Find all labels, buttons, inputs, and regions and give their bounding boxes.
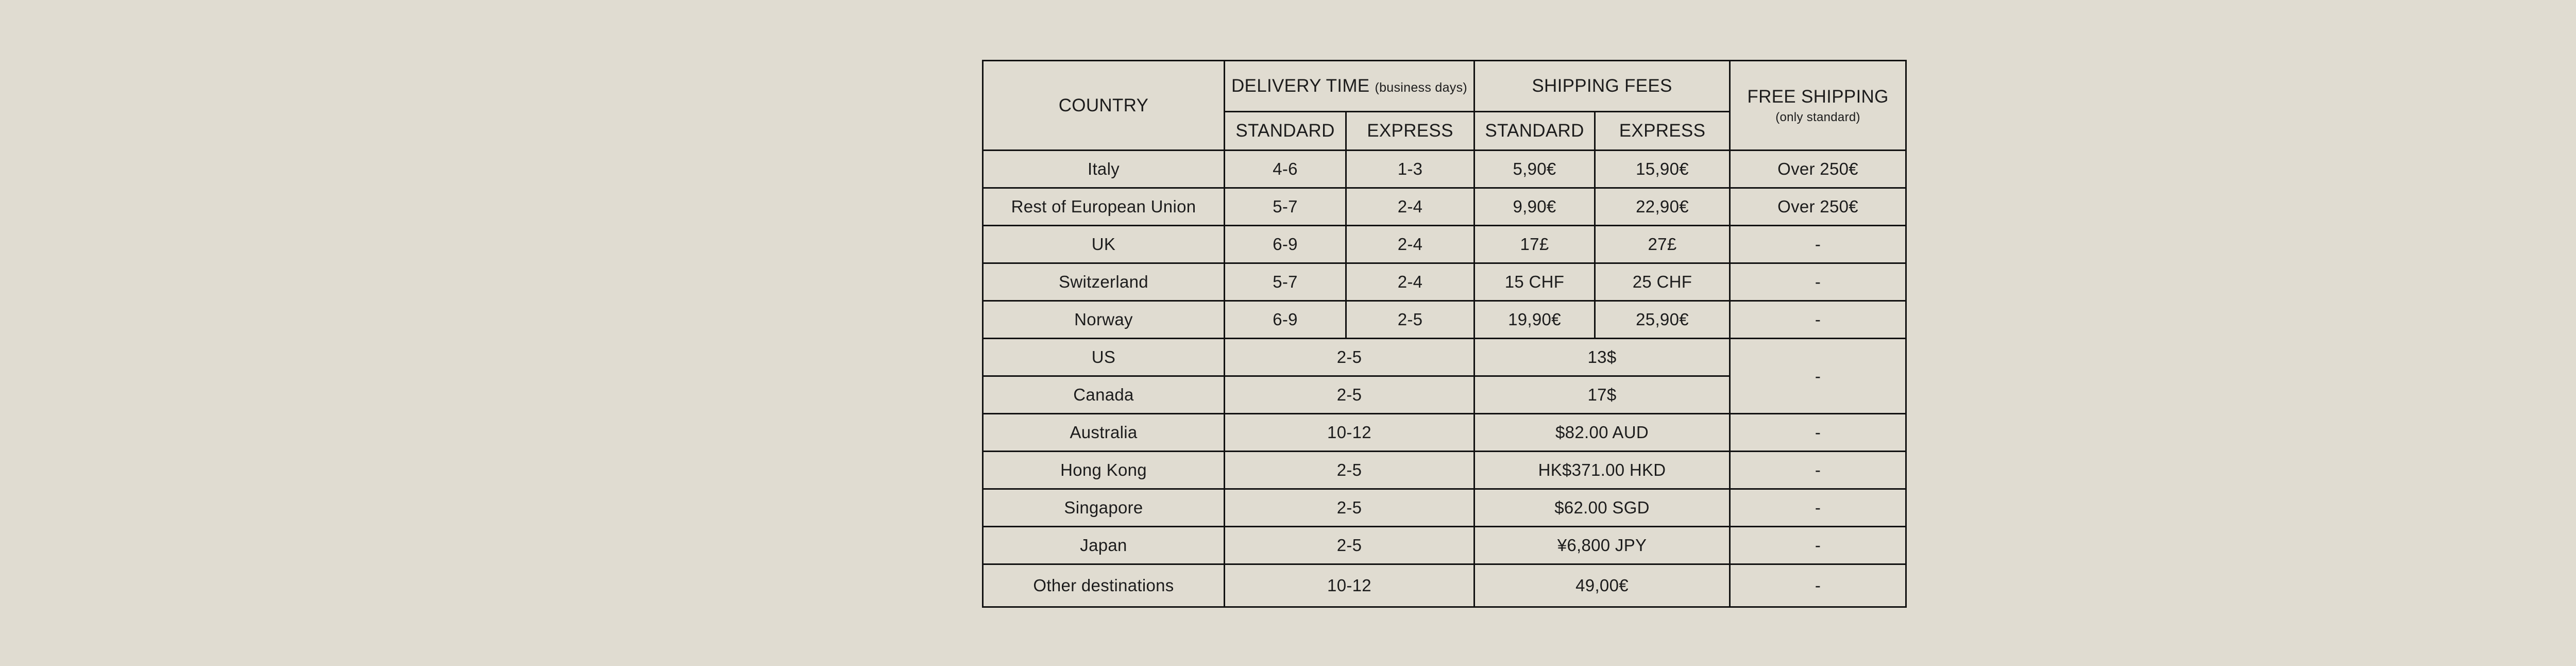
fee-standard-cell: 9,90€ bbox=[1475, 188, 1595, 226]
table-row bbox=[983, 226, 1906, 263]
country-cell: Hong Kong bbox=[983, 452, 1225, 489]
country-cell: Italy bbox=[983, 151, 1225, 188]
free-shipping-cell: - bbox=[1730, 414, 1906, 452]
free-shipping-cell: - bbox=[1730, 489, 1906, 527]
country-cell: Norway bbox=[983, 301, 1225, 339]
fee-express-cell: 27£ bbox=[1595, 226, 1730, 263]
country-cell: Australia bbox=[983, 414, 1225, 452]
fee-express-cell: 25 CHF bbox=[1595, 263, 1730, 301]
country-cell: Singapore bbox=[983, 489, 1225, 527]
fee-standard-cell: 19,90€ bbox=[1475, 301, 1595, 339]
fee-standard-cell: 17£ bbox=[1475, 226, 1595, 263]
free-shipping-cell: - bbox=[1730, 263, 1906, 301]
delivery-cell: 10-12 bbox=[1225, 564, 1475, 607]
free-shipping-cell: - bbox=[1730, 226, 1906, 263]
free-shipping-cell: Over 250€ bbox=[1730, 151, 1906, 188]
header-delivery-time bbox=[1225, 61, 1475, 112]
country-cell: US bbox=[983, 339, 1225, 376]
delivery-cell: 2-5 bbox=[1225, 376, 1475, 414]
delivery-standard-cell: 6-9 bbox=[1225, 301, 1346, 339]
free-shipping-cell: - bbox=[1730, 452, 1906, 489]
header-free-shipping-label: FREE SHIPPING bbox=[1747, 86, 1889, 107]
table-row bbox=[983, 489, 1906, 527]
subheader-delivery-express: EXPRESS bbox=[1346, 112, 1475, 151]
delivery-cell: 10-12 bbox=[1225, 414, 1475, 452]
delivery-cell: 2-5 bbox=[1225, 452, 1475, 489]
country-cell: Canada bbox=[983, 376, 1225, 414]
header-row bbox=[983, 61, 1906, 112]
fee-express-cell: 15,90€ bbox=[1595, 151, 1730, 188]
fee-cell: ¥6,800 JPY bbox=[1475, 527, 1730, 564]
free-shipping-cell: - bbox=[1730, 527, 1906, 564]
delivery-cell: 2-5 bbox=[1225, 489, 1475, 527]
header-shipping-fees: SHIPPING FEES bbox=[1475, 61, 1730, 112]
delivery-standard-cell: 6-9 bbox=[1225, 226, 1346, 263]
delivery-express-cell: 1-3 bbox=[1346, 151, 1475, 188]
header-country: COUNTRY bbox=[983, 61, 1225, 151]
header-delivery-time-label: DELIVERY TIME bbox=[1231, 76, 1370, 96]
free-shipping-cell: - bbox=[1730, 339, 1906, 414]
fee-cell: $62.00 SGD bbox=[1475, 489, 1730, 527]
delivery-express-cell: 2-5 bbox=[1346, 301, 1475, 339]
fee-cell: $82.00 AUD bbox=[1475, 414, 1730, 452]
country-cell: Switzerland bbox=[983, 263, 1225, 301]
shipping-table bbox=[982, 60, 1907, 608]
table-row bbox=[983, 263, 1906, 301]
delivery-standard-cell: 5-7 bbox=[1225, 263, 1346, 301]
delivery-express-cell: 2-4 bbox=[1346, 226, 1475, 263]
table-row bbox=[983, 151, 1906, 188]
subheader-fee-standard: STANDARD bbox=[1475, 112, 1595, 151]
header-free-shipping-note: (only standard) bbox=[1775, 110, 1860, 124]
delivery-express-cell: 2-4 bbox=[1346, 263, 1475, 301]
country-cell: Japan bbox=[983, 527, 1225, 564]
table-row bbox=[983, 452, 1906, 489]
fee-express-cell: 22,90€ bbox=[1595, 188, 1730, 226]
table-row bbox=[983, 564, 1906, 607]
free-shipping-cell: - bbox=[1730, 564, 1906, 607]
table-row bbox=[983, 527, 1906, 564]
fee-express-cell: 25,90€ bbox=[1595, 301, 1730, 339]
header-free-shipping bbox=[1730, 61, 1906, 151]
table-row bbox=[983, 301, 1906, 339]
fee-cell: 13$ bbox=[1475, 339, 1730, 376]
country-cell: Other destinations bbox=[983, 564, 1225, 607]
free-shipping-cell: - bbox=[1730, 301, 1906, 339]
table-row bbox=[983, 414, 1906, 452]
delivery-express-cell: 2-4 bbox=[1346, 188, 1475, 226]
delivery-cell: 2-5 bbox=[1225, 527, 1475, 564]
table-header bbox=[983, 61, 1906, 151]
delivery-cell: 2-5 bbox=[1225, 339, 1475, 376]
delivery-standard-cell: 5-7 bbox=[1225, 188, 1346, 226]
fee-standard-cell: 15 CHF bbox=[1475, 263, 1595, 301]
fee-cell: 17$ bbox=[1475, 376, 1730, 414]
table-row bbox=[983, 339, 1906, 376]
fee-standard-cell: 5,90€ bbox=[1475, 151, 1595, 188]
delivery-standard-cell: 4-6 bbox=[1225, 151, 1346, 188]
subheader-delivery-standard: STANDARD bbox=[1225, 112, 1346, 151]
fee-cell: HK$371.00 HKD bbox=[1475, 452, 1730, 489]
subheader-fee-express: EXPRESS bbox=[1595, 112, 1730, 151]
country-cell: Rest of European Union bbox=[983, 188, 1225, 226]
table-body bbox=[983, 151, 1906, 607]
table-row bbox=[983, 188, 1906, 226]
free-shipping-cell: Over 250€ bbox=[1730, 188, 1906, 226]
fee-cell: 49,00€ bbox=[1475, 564, 1730, 607]
header-delivery-time-note: (business days) bbox=[1375, 80, 1468, 95]
country-cell: UK bbox=[983, 226, 1225, 263]
